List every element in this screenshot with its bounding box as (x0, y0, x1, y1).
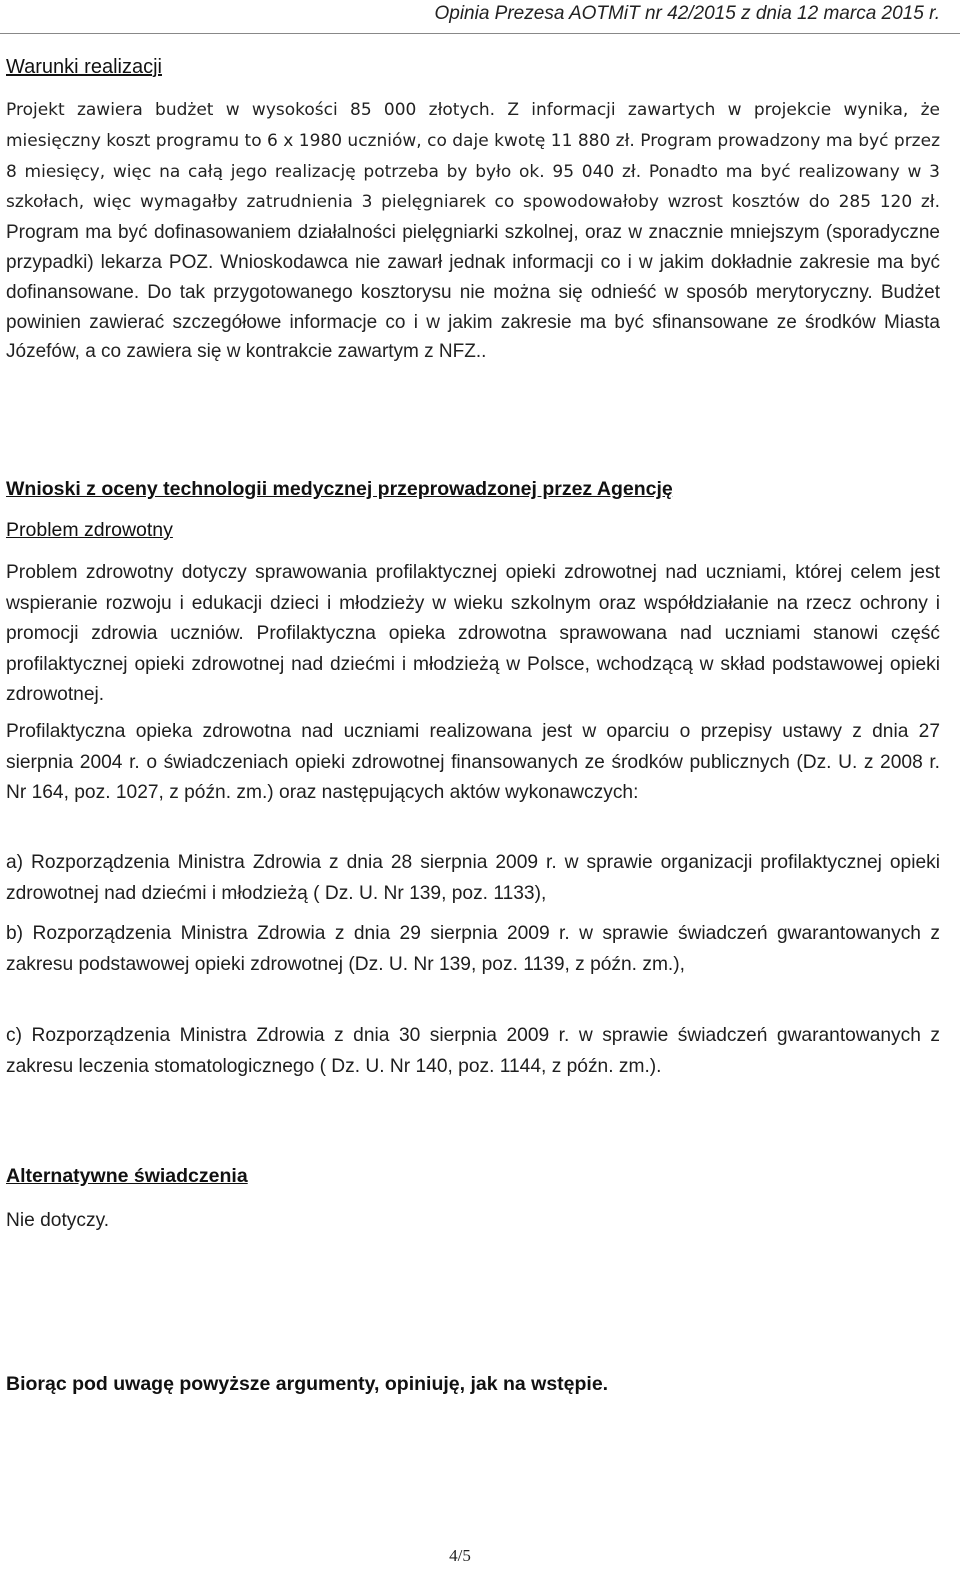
section-heading-warunki: Warunki realizacji (6, 56, 162, 78)
page-number: 4/5 (449, 1546, 471, 1565)
page-header: Opinia Prezesa AOTMiT nr 42/2015 z dnia 12 marca 2015 r. (434, 3, 940, 24)
subheading-problem-zdrowotny: Problem zdrowotny (6, 519, 173, 541)
list-item-b: b) Rozporządzenia Ministra Zdrowia z dnia 29 sierpnia 2009 r. w sprawie świadczeń gwarantowanych z zakresu podstawowej opieki zdrowotnej (Dz. U. Nr 139, poz. 1139, z późn. zm.), (6, 923, 940, 975)
section-heading-alternatywne: Alternatywne świadczenia (6, 1165, 248, 1187)
alternatywne-text: Nie dotyczy. (6, 1210, 110, 1231)
paragraph-warunki (6, 95, 940, 367)
list-item-c: c) Rozporządzenia Ministra Zdrowia z dnia 30 sierpnia 2009 r. w sprawie świadczeń gwarantowanych z zakresu leczenia stomatologicznego ( Dz. U. Nr 140, poz. 1144, z późn. zm.). (6, 1025, 940, 1077)
header-divider (0, 33, 960, 34)
list-item-a: a) Rozporządzenia Ministra Zdrowia z dnia 28 sierpnia 2009 r. w sprawie organizacji profilaktycznej opieki zdrowotnej nad dziećmi i młodzieżą ( Dz. U. Nr 139, poz. 1133), (6, 852, 940, 904)
paragraph-warunki-part2: Program ma być dofinasowaniem działalności pielęgniarki szkolnej, oraz w znacznie mniejszym (sporadyczne przypadki) lekarza POZ. Wnioskodawca nie zawarł jednak informacji co i w jakim dokładnie zakresie ma być dofinansowane. Do tak przygotowanego kosztorysu nie można się odnieść w sposób merytoryczny. Budżet powinien zawierać szczegółowe informacje co i w jakim zakresie ma być sfinansowane ze środków Miasta Józefów, a co zawiera się w kontrakcie zawartym z NFZ.. (6, 222, 940, 363)
section-heading-wnioski: Wnioski z oceny technologii medycznej przeprowadzonej przez Agencję (6, 478, 673, 500)
conclusion-text: Biorąc pod uwagę powyższe argumenty, opiniuję, jak na wstępie. (6, 1373, 609, 1395)
paragraph-przepisy: Profilaktyczna opieka zdrowotna nad uczniami realizowana jest w oparciu o przepisy ustawy z dnia 27 sierpnia 2004 r. o świadczeniach opieki zdrowotnej finansowanych ze środków publicznych (Dz. U. z 2008 r. Nr 164, poz. 1027, z późn. zm.) oraz następujących aktów wykonawczych: (6, 721, 940, 803)
paragraph-warunki-part1: Projekt zawiera budżet w wysokości 85 000 złotych. Z informacji zawartych w projekcie wynika, że miesięczny koszt programu to 6 x 1980 uczniów, co daje kwotę 11 880 zł. Program prowadzony ma być przez 8 miesięcy, więc na całą jego realizację potrzeba by było ok. 95 040 zł. Ponadto ma być realizowany w 3 szkołach, więc wymagałby zatrudnienia 3 pielęgniarek co spowodowałoby wzrost kosztów do 285 120 zł. (6, 100, 940, 213)
paragraph-problem-zdrowotny: Problem zdrowotny dotyczy sprawowania profilaktycznej opieki zdrowotnej nad uczniami, której celem jest wspieranie rozwoju i edukacji dzieci i młodzieży w wieku szkolnym oraz współdziałanie na rzecz ochrony i promocji zdrowia uczniów. Profilaktyczna opieka zdrowotna sprawowana nad uczniami stanowi część profilaktycznej opieki zdrowotnej nad dziećmi i młodzieżą w Polsce, wchodzącą w skład podstawowej opieki zdrowotnej. (6, 562, 940, 705)
